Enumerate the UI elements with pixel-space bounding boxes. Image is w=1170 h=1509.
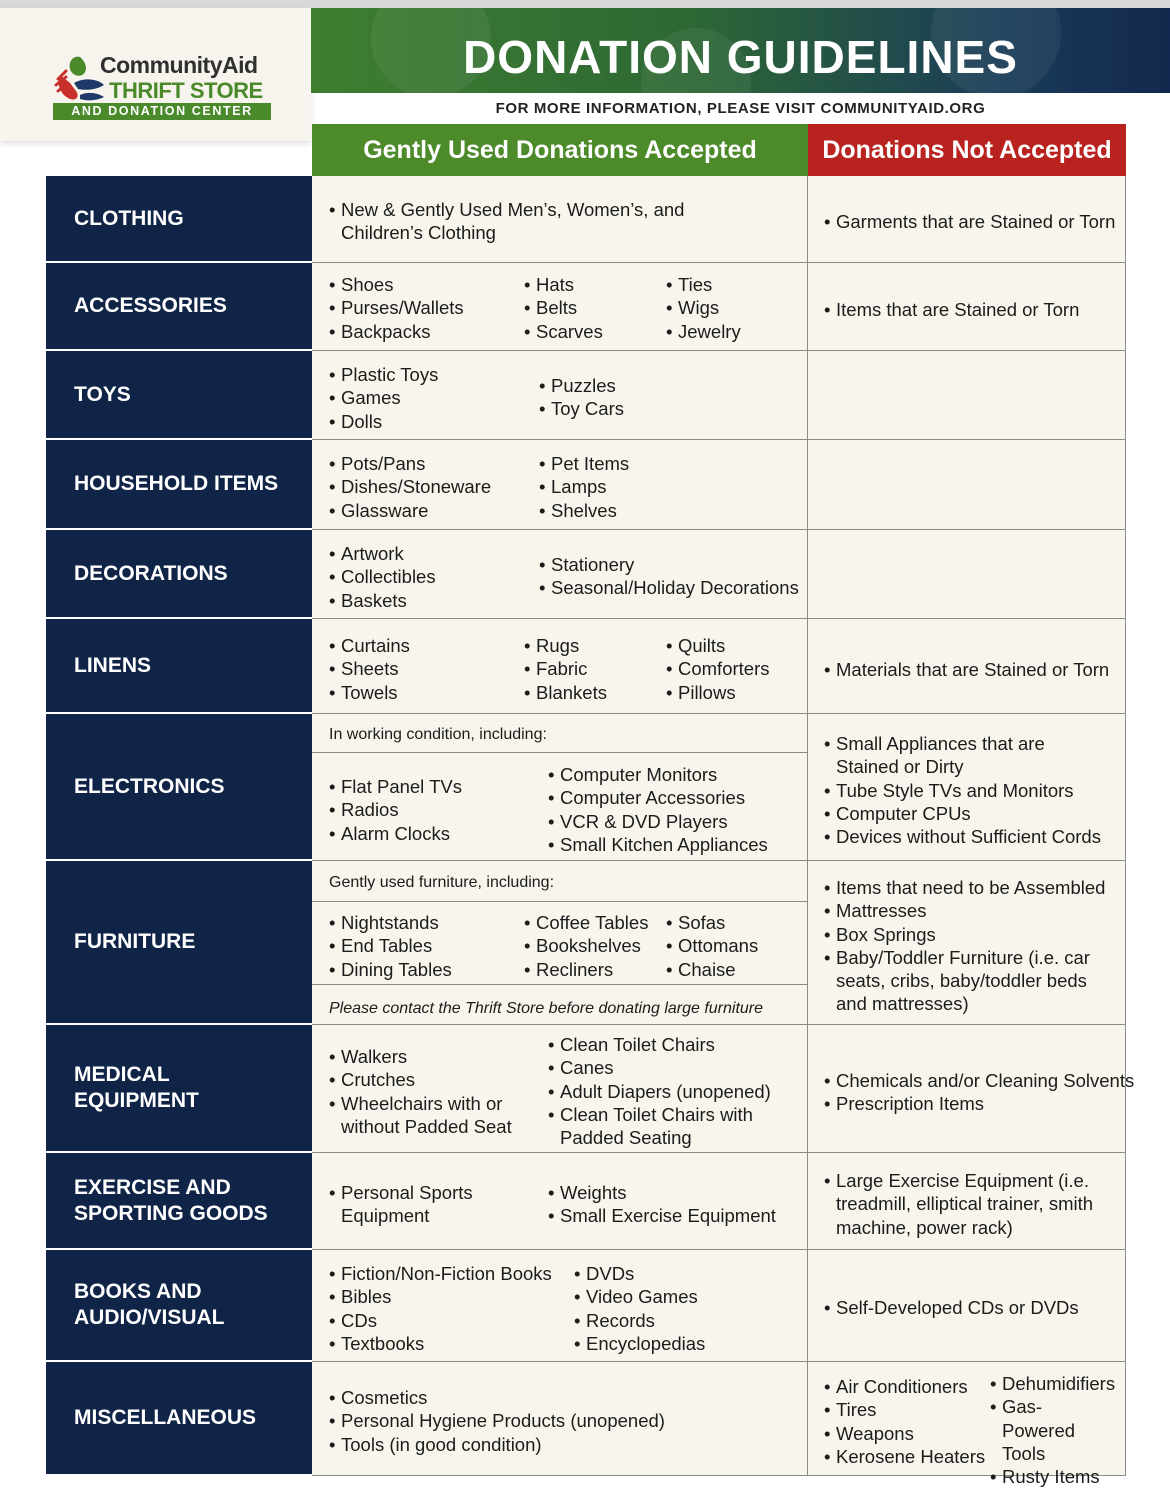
divider — [312, 752, 808, 753]
accepted-cell — [312, 861, 808, 1025]
accepted-list — [329, 1386, 665, 1456]
list-item: • Bibles — [329, 1285, 552, 1308]
category-linens: LINENS — [46, 619, 312, 714]
list-item: • Toy Cars — [539, 397, 624, 420]
not-accepted-cell — [808, 176, 1126, 263]
accepted-cell — [312, 619, 808, 714]
not-accepted-list — [824, 658, 1109, 681]
accepted-list — [524, 634, 607, 704]
list-item: • Air Conditioners — [824, 1375, 985, 1398]
row-toys — [46, 351, 1126, 440]
list-item: • Self-Developed CDs or DVDs — [824, 1296, 1079, 1319]
list-item: • Fabric — [524, 657, 607, 680]
accepted-cell — [312, 1362, 808, 1476]
list-item: • Box Springs — [824, 923, 1109, 946]
not-accepted-list — [824, 1069, 1134, 1116]
list-item: • Garments that are Stained or Torn — [824, 210, 1115, 233]
list-item: • Ties — [666, 273, 741, 296]
not-accepted-cell — [808, 714, 1126, 861]
list-item: • Personal Sports Equipment — [329, 1181, 479, 1228]
list-item: • Jewelry — [666, 320, 741, 343]
not-accepted-list — [824, 298, 1079, 321]
accepted-list — [574, 1262, 705, 1355]
row-accessories — [46, 263, 1126, 351]
list-item: • Ottomans — [666, 934, 758, 957]
list-item: • Items that need to be Assembled — [824, 876, 1109, 899]
accepted-cell — [312, 1153, 808, 1250]
accepted-list — [666, 273, 741, 343]
not-accepted-list — [990, 1372, 1115, 1488]
row-furniture — [46, 861, 1126, 1025]
logo-tagline: AND DONATION CENTER — [53, 103, 271, 120]
list-item: • Dehumidifiers — [990, 1372, 1115, 1395]
accepted-cell — [312, 176, 808, 263]
list-item: • Towels — [329, 681, 410, 704]
row-household-items — [46, 440, 1126, 530]
list-item: • Crutches — [329, 1068, 514, 1091]
list-item: • Radios — [329, 798, 462, 821]
list-item: • Pet Items — [539, 452, 629, 475]
list-item: • Collectibles — [329, 565, 436, 588]
not-accepted-cell — [808, 440, 1126, 530]
list-item: • Dolls — [329, 410, 438, 433]
accepted-list — [548, 1181, 776, 1228]
list-item: • Alarm Clocks — [329, 822, 462, 845]
furniture-footnote: Please contact the Thrift Store before donating large furniture — [329, 1000, 764, 1017]
list-item: • Tools (in good condition) — [329, 1433, 665, 1456]
list-item: • Puzzles — [539, 374, 624, 397]
list-item: • Walkers — [329, 1045, 514, 1068]
category-clothing: CLOTHING — [46, 176, 312, 263]
list-item: • Bookshelves — [524, 934, 648, 957]
category-exercise-sporting-goods: EXERCISE AND SPORTING GOODS — [46, 1153, 312, 1250]
list-item: • Wheelchairs with or without Padded Seat — [329, 1092, 514, 1139]
list-item: • Recliners — [524, 958, 648, 981]
list-item: • Rusty Items — [990, 1465, 1115, 1488]
accepted-list — [329, 911, 452, 981]
list-item: • Computer Accessories — [548, 786, 768, 809]
page-title: DONATION GUIDELINES — [463, 31, 1018, 83]
not-accepted-list — [824, 732, 1109, 848]
list-item: • Scarves — [524, 320, 603, 343]
list-item: • Large Exercise Equipment (i.e. treadmill, elliptical trainer, smith machine, power rack) — [824, 1169, 1094, 1239]
category-toys: TOYS — [46, 351, 312, 440]
not-accepted-list — [824, 876, 1109, 1016]
list-item: • New & Gently Used Men’s, Women’s, and Children’s Clothing — [329, 198, 769, 245]
accepted-cell — [312, 351, 808, 440]
accepted-list — [539, 452, 629, 522]
list-item: • Gas-Powered Tools — [990, 1395, 1110, 1465]
list-item: • Games — [329, 386, 438, 409]
accepted-list — [548, 1033, 771, 1149]
list-item: • DVDs — [574, 1262, 705, 1285]
not-accepted-cell — [808, 351, 1126, 440]
accepted-cell — [312, 1025, 808, 1153]
list-item: • Materials that are Stained or Torn — [824, 658, 1109, 681]
accepted-list — [329, 1045, 514, 1138]
category-accessories: ACCESSORIES — [46, 263, 312, 351]
list-item: • Shoes — [329, 273, 464, 296]
row-clothing — [46, 176, 1126, 263]
accepted-list — [666, 634, 770, 704]
list-item: • Cosmetics — [329, 1386, 665, 1409]
row-books-audio-visual — [46, 1250, 1126, 1362]
top-border — [0, 0, 1170, 8]
accepted-cell — [312, 263, 808, 351]
list-item: • Lamps — [539, 475, 629, 498]
list-item: • Baby/Toddler Furniture (i.e. car seats, cribs, baby/toddler beds and mattresses) — [824, 946, 1109, 1016]
furniture-note: Gently used furniture, including: — [329, 874, 555, 891]
category-medical-equipment: MEDICAL EQUIPMENT — [46, 1025, 312, 1153]
accepted-list — [329, 363, 438, 433]
electronics-note: In working condition, including: — [329, 726, 547, 743]
accepted-list — [548, 763, 768, 856]
list-item: • Hats — [524, 273, 603, 296]
accepted-list — [329, 634, 410, 704]
list-item: • Fiction/Non-Fiction Books — [329, 1262, 552, 1285]
list-item: • Small Exercise Equipment — [548, 1204, 776, 1227]
not-accepted-column-header: Donations Not Accepted — [808, 124, 1126, 176]
list-item: • Artwork — [329, 542, 436, 565]
list-item: • Purses/Wallets — [329, 296, 464, 319]
row-decorations — [46, 530, 1126, 619]
list-item: • Adult Diapers (unopened) — [548, 1080, 771, 1103]
list-item: • Blankets — [524, 681, 607, 704]
divider — [312, 901, 808, 902]
logo-subname: THRIFT STORE — [109, 78, 263, 103]
divider — [312, 984, 808, 985]
category-electronics: ELECTRONICS — [46, 714, 312, 861]
accepted-list — [329, 452, 491, 522]
accepted-list — [539, 553, 799, 600]
not-accepted-cell — [808, 1025, 1135, 1153]
list-item: • Baskets — [329, 589, 436, 612]
not-accepted-list — [824, 210, 1115, 233]
accepted-list — [524, 273, 603, 343]
category-books-audio-visual: BOOKS AND AUDIO/VISUAL — [46, 1250, 312, 1362]
list-item: • Dishes/Stoneware — [329, 475, 491, 498]
category-decorations: DECORATIONS — [46, 530, 312, 619]
list-item: • Kerosene Heaters — [824, 1445, 985, 1468]
list-item: • Nightstands — [329, 911, 452, 934]
list-item: • Chemicals and/or Cleaning Solvents — [824, 1069, 1134, 1092]
list-item: • Glassware — [329, 499, 491, 522]
not-accepted-cell — [808, 530, 1126, 619]
list-item: • Rugs — [524, 634, 607, 657]
list-item: • Pillows — [666, 681, 770, 704]
accepted-list — [539, 374, 624, 421]
list-item: • Items that are Stained or Torn — [824, 298, 1079, 321]
list-item: • Personal Hygiene Products (unopened) — [329, 1409, 665, 1432]
accepted-cell — [312, 530, 808, 619]
list-item: • Comforters — [666, 657, 770, 680]
list-item: • VCR & DVD Players — [548, 810, 768, 833]
list-item: • Computer Monitors — [548, 763, 768, 786]
list-item: • Tube Style TVs and Monitors — [824, 779, 1109, 802]
list-item: • Seasonal/Holiday Decorations — [539, 576, 799, 599]
list-item: • Clean Toilet Chairs — [548, 1033, 771, 1056]
accepted-cell — [312, 714, 808, 861]
list-item: • Shelves — [539, 499, 629, 522]
not-accepted-list — [824, 1296, 1079, 1319]
info-line: FOR MORE INFORMATION, PLEASE VISIT COMMUNITYAID.ORG — [495, 100, 986, 117]
not-accepted-cell — [808, 1153, 1126, 1250]
list-item: • Computer CPUs — [824, 802, 1109, 825]
list-item: • Wigs — [666, 296, 741, 319]
category-household-items: HOUSEHOLD ITEMS — [46, 440, 312, 530]
accepted-cell — [312, 440, 808, 530]
list-item: • Prescription Items — [824, 1092, 1134, 1115]
list-item: • End Tables — [329, 934, 452, 957]
list-item: • Clean Toilet Chairs with Padded Seating — [548, 1103, 763, 1150]
list-item: • Stationery — [539, 553, 799, 576]
accepted-list — [329, 198, 769, 245]
not-accepted-cell — [808, 619, 1126, 714]
list-item: • Pots/Pans — [329, 452, 491, 475]
not-accepted-cell — [808, 263, 1126, 351]
list-item: • Tires — [824, 1398, 985, 1421]
list-item: • Dining Tables — [329, 958, 452, 981]
not-accepted-list — [824, 1375, 985, 1468]
accepted-list — [524, 911, 648, 981]
list-item: • Weights — [548, 1181, 776, 1204]
accepted-list — [329, 1262, 552, 1355]
list-item: • Mattresses — [824, 899, 1109, 922]
accepted-list — [329, 273, 464, 343]
list-item: • Chaise — [666, 958, 758, 981]
list-item: • Coffee Tables — [524, 911, 648, 934]
list-item: • Small Kitchen Appliances — [548, 833, 768, 856]
row-electronics — [46, 714, 1126, 861]
not-accepted-list — [824, 1169, 1094, 1239]
logo — [0, 8, 311, 141]
list-item: • Weapons — [824, 1422, 985, 1445]
list-item: • Curtains — [329, 634, 410, 657]
list-item: • CDs — [329, 1309, 552, 1332]
not-accepted-cell — [808, 1250, 1126, 1362]
accepted-list — [329, 542, 436, 612]
row-medical-equipment — [46, 1025, 1135, 1153]
list-item: • Small Appliances that are Stained or Dirty — [824, 732, 1109, 779]
accepted-list — [329, 775, 462, 845]
list-item: • Backpacks — [329, 320, 464, 343]
list-item: • Sheets — [329, 657, 410, 680]
accepted-cell — [312, 1250, 808, 1362]
list-item: • Records — [574, 1309, 705, 1332]
list-item: • Belts — [524, 296, 603, 319]
list-item: • Canes — [548, 1056, 771, 1079]
list-item: • Video Games — [574, 1285, 705, 1308]
category-furniture: FURNITURE — [46, 861, 312, 1025]
row-linens — [46, 619, 1126, 714]
list-item: • Quilts — [666, 634, 770, 657]
row-miscellaneous — [46, 1362, 1126, 1488]
accepted-list — [329, 1181, 479, 1228]
list-item: • Sofas — [666, 911, 758, 934]
accepted-list — [666, 911, 758, 981]
not-accepted-cell — [808, 1362, 1126, 1488]
header-banner — [311, 8, 1170, 93]
list-item: • Textbooks — [329, 1332, 552, 1355]
category-miscellaneous: MISCELLANEOUS — [46, 1362, 312, 1476]
list-item: • Devices without Sufficient Cords — [824, 825, 1109, 848]
list-item: • Plastic Toys — [329, 363, 438, 386]
not-accepted-cell — [808, 861, 1126, 1025]
logo-name: CommunityAid — [100, 52, 258, 78]
row-exercise-sporting-goods — [46, 1153, 1126, 1250]
list-item: • Flat Panel TVs — [329, 775, 462, 798]
list-item: • Encyclopedias — [574, 1332, 705, 1355]
accepted-column-header: Gently Used Donations Accepted — [312, 124, 808, 176]
